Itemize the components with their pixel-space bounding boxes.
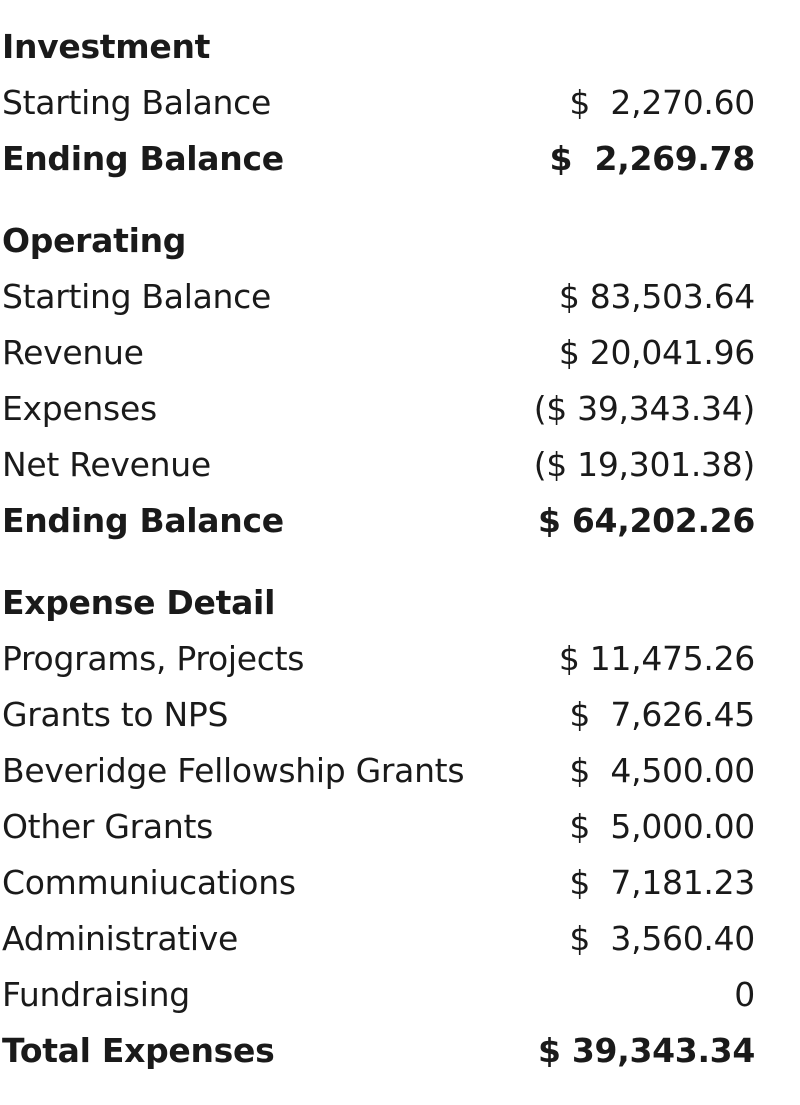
investment-section (2, 19, 755, 187)
table-row (2, 911, 755, 967)
table-row (2, 325, 755, 381)
table-row (2, 75, 755, 131)
row-value: $ 5,000.00 (569, 807, 755, 846)
section-title: Expense Detail (2, 583, 276, 622)
row-value: ($ 19,301.38) (533, 445, 755, 484)
expense-detail-section (2, 575, 755, 1079)
row-label: Programs, Projects (2, 639, 305, 678)
row-label: Administrative (2, 919, 239, 958)
row-label: Beveridge Fellowship Grants (2, 751, 465, 790)
row-value: $ 11,475.26 (558, 639, 755, 678)
row-label: Starting Balance (2, 83, 271, 122)
row-value: $ 64,202.26 (538, 501, 755, 540)
row-label: Expenses (2, 389, 157, 428)
table-row (2, 967, 755, 1023)
row-label: Starting Balance (2, 277, 271, 316)
total-row (2, 1023, 755, 1079)
row-value: $ 20,041.96 (558, 333, 755, 372)
row-value: $ 2,269.78 (549, 139, 755, 178)
row-label: Other Grants (2, 807, 213, 846)
table-row (2, 743, 755, 799)
row-label: Grants to NPS (2, 695, 229, 734)
table-row (2, 437, 755, 493)
row-value: $ 3,560.40 (569, 919, 755, 958)
row-value: $ 7,626.45 (569, 695, 755, 734)
row-value: 0 (734, 975, 755, 1014)
row-value: ($ 39,343.34) (533, 389, 755, 428)
row-value: $ 2,270.60 (569, 83, 755, 122)
row-label: Communiucations (2, 863, 296, 902)
total-row (2, 493, 755, 549)
row-value: $ 4,500.00 (569, 751, 755, 790)
row-label: Total Expenses (2, 1031, 275, 1070)
table-row (2, 269, 755, 325)
row-label: Fundraising (2, 975, 190, 1014)
row-label: Ending Balance (2, 501, 284, 540)
row-value: $ 7,181.23 (569, 863, 755, 902)
table-row (2, 687, 755, 743)
row-value: $ 83,503.64 (558, 277, 755, 316)
operating-section (2, 213, 755, 549)
table-row (2, 631, 755, 687)
section-title: Operating (2, 221, 187, 260)
section-title: Investment (2, 27, 211, 66)
total-row (2, 131, 755, 187)
row-label: Revenue (2, 333, 144, 372)
table-row (2, 799, 755, 855)
table-row (2, 855, 755, 911)
row-label: Ending Balance (2, 139, 284, 178)
financial-summary (2, 19, 755, 1105)
row-label: Net Revenue (2, 445, 211, 484)
row-value: $ 39,343.34 (538, 1031, 755, 1070)
table-row (2, 381, 755, 437)
